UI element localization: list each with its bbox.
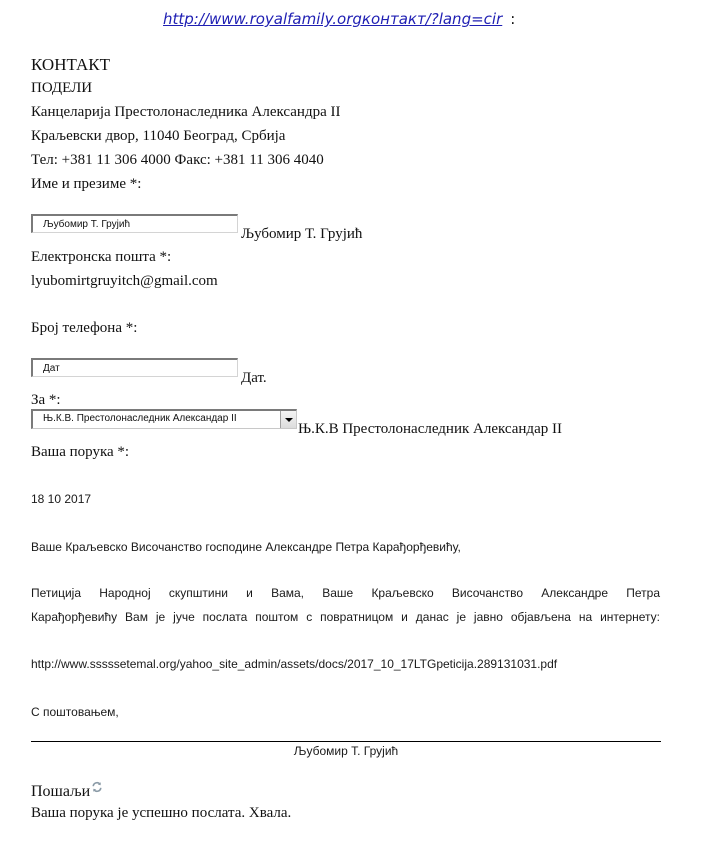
contact-title: КОНТАКТ [31, 55, 111, 74]
name-input[interactable] [31, 214, 238, 233]
recipient-label: За *: [31, 392, 61, 408]
email-label: Електронска пошта *: [31, 249, 172, 265]
message-petition-link: http://www.sssssetemal.org/yahoo_site_admin/assets/docs/2017_10_17LTGpeticija.289131031.pdf [31, 657, 558, 671]
source-url-link[interactable]: http://www.royalfamily.orgконтакт/?lang=cir [163, 10, 503, 28]
share-link[interactable]: ПОДЕЛИ [31, 80, 93, 96]
message-label: Ваша порука *: [31, 444, 130, 460]
signature-divider [31, 741, 661, 742]
message-signature: Љубомир Т. Грујић [293, 744, 399, 758]
refresh-icon[interactable] [91, 779, 103, 791]
office-phone-fax: Тел: +381 11 306 4000 Факс: +381 11 306 4040 [31, 152, 324, 168]
select-dropdown-button[interactable] [280, 411, 296, 428]
office-address: Краљевски двор, 11040 Београд, Србија [31, 128, 286, 144]
recipient-selected-value: Њ.К.В. Престолонаследник Александар II [43, 413, 237, 424]
recipient-select[interactable] [31, 409, 297, 429]
chevron-down-icon [285, 418, 293, 422]
email-value: lyubomirtgruyitch@gmail.com [31, 273, 218, 289]
message-closing: С поштовањем, [31, 705, 119, 719]
url-suffix: : [510, 10, 516, 28]
message-body-line-1: Петиција Народној скупштини и Вама, Ваше Краљевско Височанство Александре Петра [31, 586, 660, 600]
phone-label: Број телефона *: [31, 320, 138, 336]
name-label: Име и презиме *: [31, 176, 142, 192]
page-url-heading [163, 9, 515, 29]
phone-input[interactable] [31, 358, 238, 377]
message-salutation: Ваше Краљевско Височанство господине Александре Петра Карађорђевићу, [31, 540, 461, 554]
submit-area [31, 779, 103, 802]
message-body-line-2: Карађорђевићу Вам је јуче послата поштом с повратницом и данас је јавно објављена на интернету: [31, 610, 660, 624]
office-name: Канцеларија Престолонаследника Александра II [31, 104, 341, 120]
phone-echo: Дат. [241, 370, 267, 386]
success-message: Ваша порука је успешно послата. Хвала. [31, 805, 292, 821]
name-echo: Љубомир Т. Грујић [241, 226, 363, 242]
recipient-echo: Њ.К.В Престолонаследник Александар II [298, 421, 562, 437]
message-date: 18 10 2017 [31, 492, 92, 506]
submit-button[interactable]: Пошаљи [31, 783, 91, 800]
